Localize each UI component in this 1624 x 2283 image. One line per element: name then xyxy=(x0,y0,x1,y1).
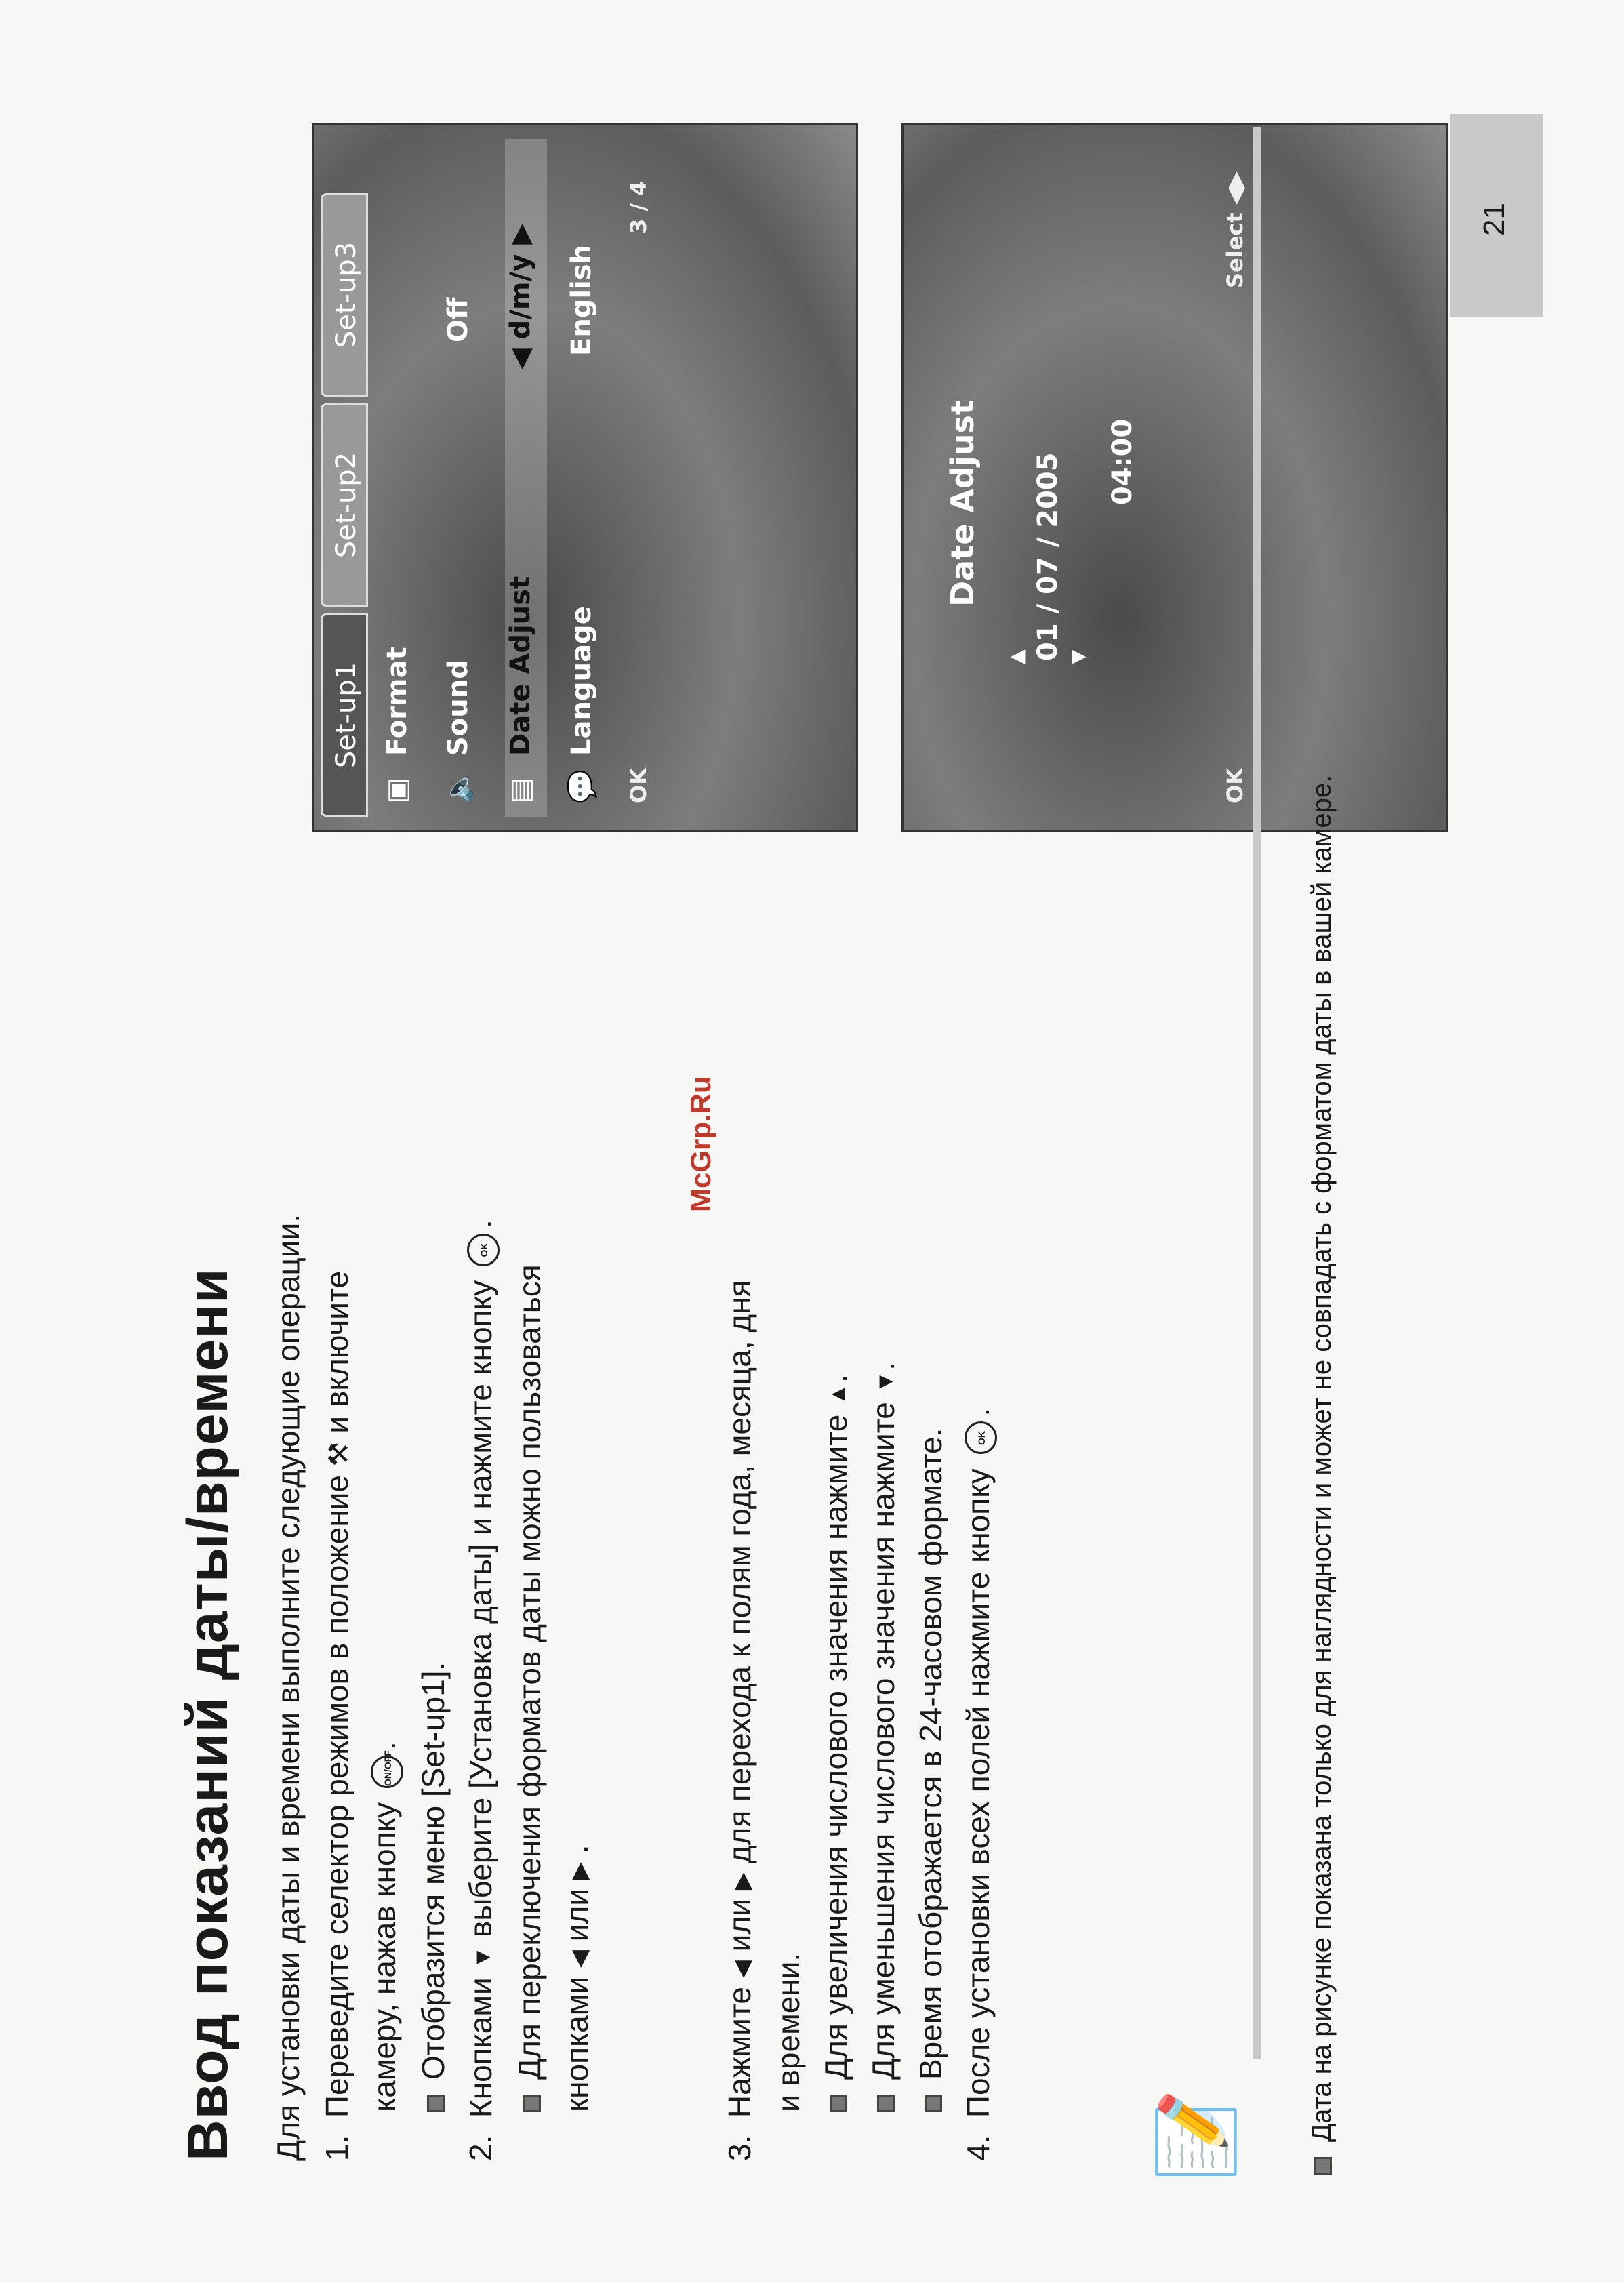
left-arrow-icon: ◀ xyxy=(729,1960,755,1979)
page-indicator: 3 / 4 xyxy=(626,180,651,234)
page-title: Ввод показаний даты/времени xyxy=(176,1268,239,2161)
right-arrow-icon: ▶ xyxy=(566,1862,592,1880)
step-3-line-1: 3. Нажмите ◀ или ▶ для перехода к полям года, месяца, дня xyxy=(722,1280,757,2161)
date-adjust-title: Date Adjust xyxy=(944,400,981,607)
tab-setup3[interactable]: Set-up3 xyxy=(321,193,368,397)
screen-background xyxy=(904,125,1446,830)
ok-button-icon: OK xyxy=(467,1234,500,1266)
tab-setup2[interactable]: Set-up2 xyxy=(321,403,368,607)
up-arrow-icon: ▲ xyxy=(1005,649,1028,664)
left-arrow-icon: ◀ xyxy=(566,1950,592,1968)
step-3-bullet-2: Для уменьшения числового значения нажмите ▼. xyxy=(865,1362,901,2112)
date-adjust-screen xyxy=(901,123,1448,832)
menu-item-date-adjust-label[interactable]: Date Adjust xyxy=(505,575,536,756)
mode-selector-icon: ⚒ xyxy=(324,1442,354,1467)
sound-icon: 🔈 xyxy=(443,769,474,803)
ok-button-icon: OK xyxy=(965,1421,997,1454)
ok-hint: OK xyxy=(1222,768,1248,803)
menu-item-language-label[interactable]: Language xyxy=(566,606,597,756)
setup-menu-screen xyxy=(312,123,858,832)
up-arrow-icon: ▲ xyxy=(825,1383,851,1406)
menu-item-sound-value: Off xyxy=(443,297,474,342)
select-hint: Select ◀▶ xyxy=(1222,171,1248,288)
menu-item-date-adjust-value[interactable]: ◀ d/m/y ▶ xyxy=(505,224,536,369)
step-3-bullet-1: Для увеличения числового значения нажмите ▲. xyxy=(817,1374,854,2112)
note-text: Дата на рисунке показана только для наглядности и может не совпадать с форматом даты в вашей камере. xyxy=(1307,775,1337,2175)
down-arrow-icon: ▼ xyxy=(1066,649,1089,664)
step-3-bullet-3: Время отображается в 24-часовом формате. xyxy=(912,1428,949,2112)
bullet-icon xyxy=(427,2095,445,2112)
date-adjust-icon: ▤ xyxy=(505,777,536,803)
step-1-line-2: камеру, нажав кнопку ON/OFF. xyxy=(367,1741,402,2112)
down-arrow-icon: ▼ xyxy=(872,1370,899,1394)
language-icon: 💬 xyxy=(567,769,598,803)
date-field[interactable]: 01 / 07 / 2005 xyxy=(1032,452,1063,661)
note-pad-icon: 📝 xyxy=(1154,2088,1238,2181)
menu-item-language-value: English xyxy=(566,244,597,356)
down-arrow-icon: ▼ xyxy=(470,1945,496,1969)
time-field[interactable]: 04:00 xyxy=(1107,418,1138,505)
right-arrow-icon: ▶ xyxy=(729,1872,755,1891)
menu-item-sound-label[interactable]: Sound xyxy=(443,660,474,756)
page-number: 21 xyxy=(1478,203,1511,236)
menu-item-format-label[interactable]: Format xyxy=(382,647,413,756)
step-2-bullet-line-2: кнопками ◀ или ▶ . xyxy=(559,1844,594,2112)
tab-setup1[interactable]: Set-up1 xyxy=(321,613,368,817)
divider xyxy=(1253,127,1261,2059)
on-off-button-icon: ON/OFF xyxy=(371,1756,403,1788)
bullet-icon xyxy=(925,2095,942,2112)
step-2-bullet-line-1: Для переключения форматов даты можно пользоваться xyxy=(511,1264,548,2112)
format-icon: ▣ xyxy=(382,777,413,803)
intro-text: Для установки даты и времени выполните следующие операции. xyxy=(270,1213,306,2161)
step-2-line-1: 2. Кнопками ▼ выберите [Установка даты] и нажмите кнопку OK. xyxy=(463,1219,498,2161)
bullet-icon xyxy=(877,2095,895,2112)
bullet-icon xyxy=(830,2095,847,2112)
step-3-line-2: и времени. xyxy=(771,1952,806,2112)
ok-hint: OK xyxy=(626,768,651,803)
step-1-line-1: 1. Переведите селектор режимов в положение ⚒ и включите xyxy=(319,1270,354,2161)
bullet-icon xyxy=(523,2095,541,2112)
step-1-bullet: Отобразится меню [Set-up1]. xyxy=(415,1662,451,2112)
step-4-line: 4. После установки всех полей нажмите кнопку OK. xyxy=(960,1407,996,2161)
bullet-icon xyxy=(1314,2157,1332,2175)
watermark: McGrp.Ru xyxy=(685,1076,716,1212)
